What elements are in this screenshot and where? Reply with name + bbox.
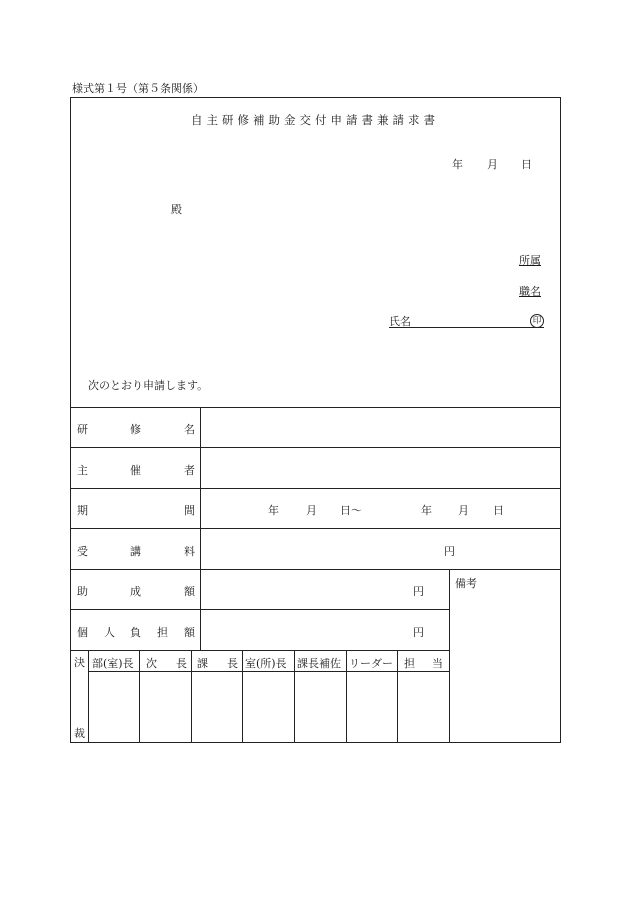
name-underline[interactable] xyxy=(389,327,544,328)
seal-icon: 印 xyxy=(530,313,544,328)
training-name-field[interactable] xyxy=(202,409,559,446)
tuition-label: 料 xyxy=(184,545,195,558)
divider xyxy=(449,569,450,743)
approval-stamp-box[interactable] xyxy=(348,673,396,741)
approval-column-header: 室(所)長 xyxy=(245,657,287,670)
personal-share-unit: 円 xyxy=(413,626,424,639)
divider xyxy=(70,609,449,610)
divider xyxy=(242,650,243,743)
personal-share-label: 額 xyxy=(184,626,195,639)
affiliation-label: 所属 xyxy=(519,254,541,267)
training-name-label: 研 xyxy=(77,423,88,436)
approval-column-header: 次 xyxy=(146,657,157,670)
organizer-field[interactable] xyxy=(202,449,559,487)
divider xyxy=(70,488,561,489)
divider xyxy=(70,528,561,529)
period-end-day[interactable]: 日 xyxy=(493,504,504,517)
subsidy-field[interactable] xyxy=(202,571,447,608)
approval-stamp-box[interactable] xyxy=(399,673,448,741)
tuition-label: 講 xyxy=(130,545,141,558)
period-label: 期 xyxy=(77,504,88,517)
period-label: 間 xyxy=(184,504,195,517)
organizer-label: 催 xyxy=(130,464,141,477)
approval-stamp-box[interactable] xyxy=(244,673,293,741)
subsidy-label: 成 xyxy=(130,585,141,598)
subsidy-label: 助 xyxy=(77,585,88,598)
period-end-month[interactable]: 月 xyxy=(458,504,469,517)
training-name-label: 名 xyxy=(184,423,195,436)
personal-share-label: 人 xyxy=(104,626,115,639)
divider xyxy=(88,650,89,743)
personal-share-label: 個 xyxy=(77,626,88,639)
period-start-month[interactable]: 月 xyxy=(306,504,317,517)
approval-column-header: 長 xyxy=(176,657,187,670)
divider xyxy=(70,569,561,570)
divider xyxy=(397,650,398,743)
form-number: 様式第１号（第５条関係） xyxy=(72,82,204,95)
approval-label-bottom: 裁 xyxy=(74,727,85,740)
personal-share-field[interactable] xyxy=(202,611,447,649)
approval-stamp-box[interactable] xyxy=(90,673,138,741)
organizer-label: 主 xyxy=(77,464,88,477)
divider xyxy=(70,447,561,448)
request-text: 次のとおり申請します。 xyxy=(88,379,209,392)
tuition-label: 受 xyxy=(77,545,88,558)
divider xyxy=(346,650,347,743)
training-name-label: 修 xyxy=(130,423,141,436)
divider xyxy=(191,650,192,743)
subsidy-unit: 円 xyxy=(413,585,424,598)
approval-column-header: リーダー xyxy=(349,657,393,670)
approval-stamp-box[interactable] xyxy=(296,673,345,741)
position-label: 職名 xyxy=(519,285,541,298)
subsidy-label: 額 xyxy=(184,585,195,598)
divider xyxy=(88,671,449,672)
approval-column-header: 当 xyxy=(432,657,443,670)
divider xyxy=(70,407,561,408)
personal-share-label: 負 xyxy=(130,626,141,639)
form-title: 自主研修補助金交付申請書兼請求書 xyxy=(191,113,439,127)
period-end-year[interactable]: 年 xyxy=(421,504,432,517)
approval-column-header: 課 xyxy=(197,657,208,670)
remarks-label: 備考 xyxy=(455,577,477,590)
approval-label-top: 決 xyxy=(74,656,85,669)
approval-column-header: 担 xyxy=(404,657,415,670)
remarks-field[interactable] xyxy=(451,590,559,740)
approval-stamp-box[interactable] xyxy=(193,673,241,741)
date-day[interactable]: 日 xyxy=(521,158,532,171)
organizer-label: 者 xyxy=(184,464,195,477)
approval-column-header: 長 xyxy=(227,657,238,670)
tuition-unit: 円 xyxy=(444,545,455,558)
period-start-year[interactable]: 年 xyxy=(268,504,279,517)
approval-column-header: 課長補佐 xyxy=(297,657,341,670)
date-month[interactable]: 月 xyxy=(487,158,498,171)
name-label: 氏名 xyxy=(389,315,411,328)
approval-column-header: 部(室)長 xyxy=(92,657,134,670)
addressee-suffix: 殿 xyxy=(171,203,182,216)
tuition-field[interactable] xyxy=(202,530,559,568)
period-start-day[interactable]: 日～ xyxy=(340,504,362,517)
personal-share-label: 担 xyxy=(157,626,168,639)
date-year[interactable]: 年 xyxy=(452,158,463,171)
divider xyxy=(70,650,449,651)
divider xyxy=(294,650,295,743)
divider xyxy=(139,650,140,743)
divider xyxy=(200,407,201,650)
approval-stamp-box[interactable] xyxy=(141,673,190,741)
